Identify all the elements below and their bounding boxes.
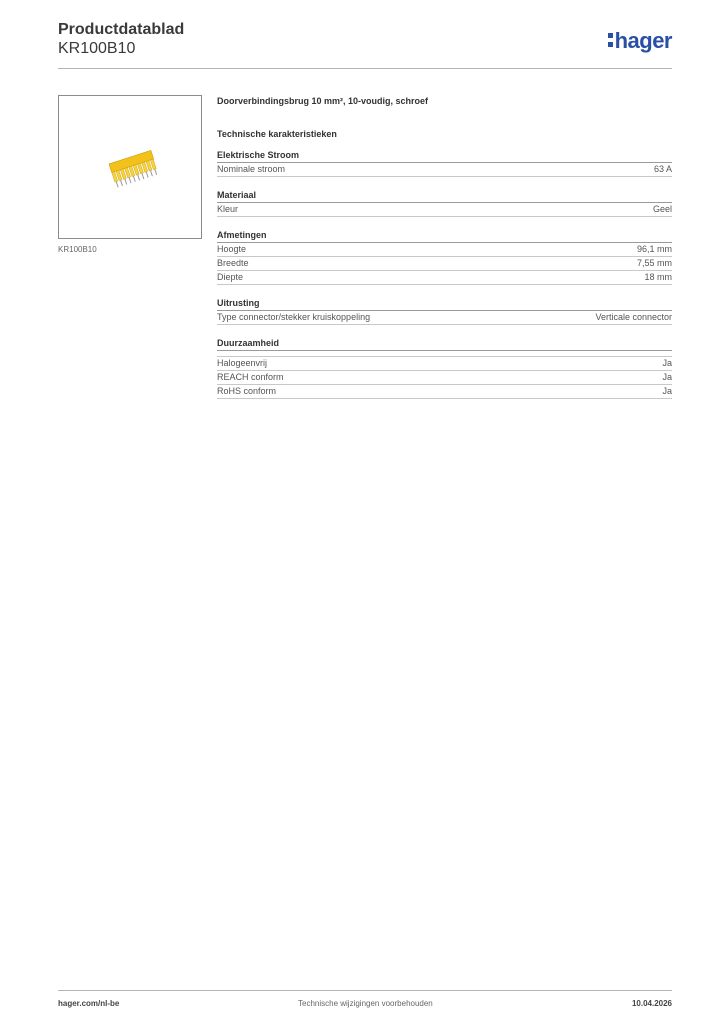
group-title: Uitrusting bbox=[217, 285, 672, 311]
product-code: KR100B10 bbox=[58, 40, 136, 57]
spec-value: 7,55 mm bbox=[636, 258, 672, 268]
spec-value: Ja bbox=[662, 372, 672, 382]
footer-notice: Technische wijzigingen voorbehouden bbox=[298, 999, 433, 1008]
spec-value: Ja bbox=[662, 358, 672, 368]
spec-row bbox=[217, 357, 672, 371]
spec-label: Nominale stroom bbox=[217, 164, 286, 174]
group-title: Materiaal bbox=[217, 177, 672, 203]
spec-value: Geel bbox=[652, 204, 672, 214]
spec-section bbox=[217, 96, 672, 399]
spec-row bbox=[217, 203, 672, 217]
group-material bbox=[217, 177, 672, 217]
spec-row bbox=[217, 257, 672, 271]
spec-value: 63 A bbox=[653, 164, 672, 174]
page-title: Productdatablad bbox=[58, 21, 185, 38]
page-footer bbox=[58, 990, 672, 1008]
group-equipment bbox=[217, 285, 672, 325]
spec-value: 96,1 mm bbox=[636, 244, 672, 254]
logo-dots-icon bbox=[608, 33, 613, 47]
group-dimensions bbox=[217, 217, 672, 285]
group-electrical bbox=[217, 142, 672, 177]
spec-value: Verticale connector bbox=[595, 312, 672, 322]
spec-label: Diepte bbox=[217, 272, 244, 282]
spec-label: REACH conform bbox=[217, 372, 284, 382]
spec-label: Halogeenvrij bbox=[217, 358, 268, 368]
spec-label: Breedte bbox=[217, 258, 249, 268]
spec-label: RoHS conform bbox=[217, 386, 277, 396]
spec-row bbox=[217, 371, 672, 385]
spec-value: Ja bbox=[662, 386, 672, 396]
spec-label: Type connector/stekker kruiskoppeling bbox=[217, 312, 371, 322]
hager-logo[interactable] bbox=[608, 28, 672, 54]
footer-website-link[interactable]: hager.com/nl-be bbox=[58, 999, 120, 1008]
footer-date: 10.04.2026 bbox=[631, 999, 672, 1008]
spec-row bbox=[217, 243, 672, 257]
group-title: Afmetingen bbox=[217, 217, 672, 243]
page-header bbox=[58, 20, 672, 69]
section-title: Technische karakteristieken bbox=[217, 129, 337, 139]
spec-row bbox=[217, 271, 672, 285]
image-caption: KR100B10 bbox=[58, 245, 97, 254]
spec-value: 18 mm bbox=[644, 272, 672, 282]
spec-label: Kleur bbox=[217, 204, 239, 214]
logo-text: hager bbox=[614, 28, 672, 53]
busbar-illustration bbox=[59, 96, 201, 238]
group-title: Elektrische Stroom bbox=[217, 142, 672, 163]
spec-row bbox=[217, 311, 672, 325]
spec-row bbox=[217, 163, 672, 177]
product-description: Doorverbindingsbrug 10 mm², 10-voudig, schroef bbox=[217, 96, 429, 106]
group-sustainability bbox=[217, 325, 672, 399]
spec-label: Hoogte bbox=[217, 244, 247, 254]
spec-row bbox=[217, 385, 672, 399]
group-title: Duurzaamheid bbox=[217, 325, 672, 351]
product-image bbox=[58, 95, 202, 239]
